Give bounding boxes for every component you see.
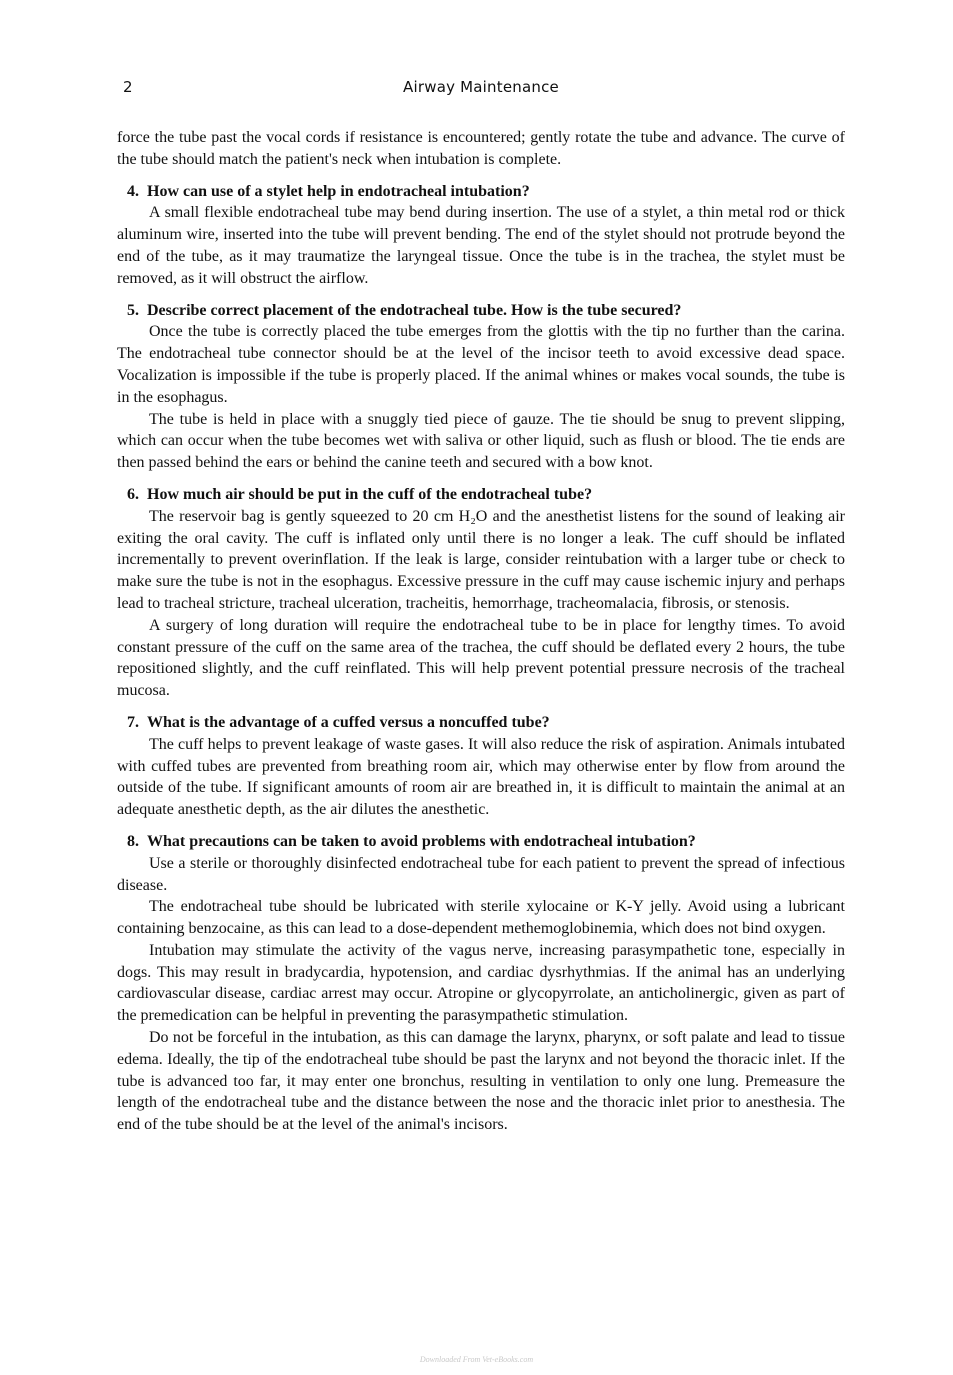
answer-paragraph: Intubation may stimulate the activity of the vagus nerve, increasing parasympathetic tone, especially in dogs. This may result in bradycardia, hypotension, and cardiac dysrhythmias. If the animal has an underlying cardiovascular disease, cardiac arrest may occur. Atropine or glycopyrrolate, an anticholinergic, given as part of the premedication can be helpful in preventing the parasympathetic stimulation. — [117, 941, 845, 1025]
answer-paragraph: A surgery of long duration will require the endotracheal tube to be in place for lengthy times. To avoid constant pressure of the cuff on the same area of the trachea, the cuff should be deflated every 2 hours, the tube repositioned slightly, and the cuff reinflated. This will help prevent potential pressure necrosis of the tracheal mucosa. — [117, 616, 845, 700]
question-number: 4. — [127, 182, 139, 200]
question-text: How much air should be put in the cuff of the endotracheal tube? — [147, 485, 593, 503]
question-number: 7. — [127, 713, 139, 731]
question-number: 8. — [127, 832, 139, 850]
answer-paragraph: Once the tube is correctly placed the tube emerges from the glottis with the tip no further than the carina. The endotracheal tube connector should be at the level of the incisor teeth to avoid excessive dead space. Vocalization is impossible if the tube is properly placed. If the animal whines or makes vocal sounds, the tube is in the esophagus. — [117, 323, 845, 406]
question-text: What precautions can be taken to avoid problems with endotracheal intubation? — [147, 832, 696, 850]
answer-paragraph: The endotracheal tube should be lubricated with sterile xylocaine or K-Y jelly. Avoid using a lubricant containing benzocaine, as this can lead to a dose-dependent methemoglobinemia, which does not bind oxygen. — [117, 898, 845, 938]
running-title: Airway Maintenance — [403, 78, 559, 96]
question-5-heading — [117, 300, 845, 322]
question-6-heading — [117, 484, 845, 506]
question-number: 5. — [127, 301, 139, 319]
running-head — [117, 78, 845, 102]
continuation-paragraph: force the tube past the vocal cords if resistance is encountered; gently rotate the tube and advance. The curve of the tube should match the patient's neck when intubation is complete. — [117, 129, 845, 168]
question-number: 6. — [127, 485, 139, 503]
question-7-heading — [117, 712, 845, 734]
answer-paragraph: Use a sterile or thoroughly disinfected endotracheal tube for each patient to prevent the spread of infectious disease. — [117, 854, 845, 894]
answer-paragraph: Do not be forceful in the intubation, as this can damage the larynx, pharynx, or soft palate and lead to tissue edema. Ideally, the tip of the endotracheal tube should be past the larynx and not beyond the thoracic inlet. If the tube is advanced too far, it may enter one bronchus, resulting in ventilation to only one lung. Premeasure the length of the endotracheal tube and the distance between the nose and the thoracic inlet prior to anesthesia. The end of the tube should be at the level of the animal's incisors. — [117, 1029, 845, 1134]
answer-paragraph: A small flexible endotracheal tube may bend during insertion. The use of a stylet, a thin metal rod or thick aluminum wire, inserted into the tube will prevent bending. The end of the stylet should not protrude beyond the end of the tube, as it may traumatize the laryngeal tissue. Once the tube is in the trachea, the stylet must be removed, as it will obstruct the airflow. — [117, 204, 845, 287]
answer-paragraph: The tube is held in place with a snuggly tied piece of gauze. The tie should be snug to prevent slipping, which can occur when the tube becomes wet with saliva or other liquid, such as flush or blood. The tie ends are then passed behind the ears or behind the canine teeth and secured with a bow knot. — [117, 410, 845, 472]
body-text — [117, 127, 845, 1136]
question-text: How can use of a stylet help in endotracheal intubation? — [147, 182, 530, 200]
page-number: 2 — [123, 78, 133, 96]
question-8-heading — [117, 831, 845, 853]
answer-paragraph: The reservoir bag is gently squeezed to 20 cm H₂O and the anesthetist listens for the sound of leaking air exiting the oral cavity. The cuff is inflated only until there is no longer a leak. The cuff should be inflated incrementally to prevent overinflation. If the leak is large, consider reintubation with a larger tube or check to make sure the tube is not in the esophagus. Excessive pressure in the cuff may cause ischemic injury and perhaps lead to tracheal stricture, tracheal ulceration, tracheitis, hemorrhage, tracheomalacia, fibrosis, or stenosis. — [117, 507, 845, 612]
question-4-heading — [117, 181, 845, 203]
question-text: What is the advantage of a cuffed versus a noncuffed tube? — [147, 713, 550, 731]
answer-paragraph: The cuff helps to prevent leakage of waste gases. It will also reduce the risk of aspiration. Animals intubated with cuffed tubes are prevented from breathing room air, which may otherwise enter by flow from around the outside of the tube. If significant amounts of room air are breathed in, it is difficult to maintain the animal at an adequate anesthetic depth, as the air dilutes the anesthetic. — [117, 735, 845, 819]
question-text: Describe correct placement of the endotracheal tube. How is the tube secured? — [147, 301, 682, 319]
download-watermark: Downloaded From Vet-eBooks.com — [419, 1355, 534, 1364]
